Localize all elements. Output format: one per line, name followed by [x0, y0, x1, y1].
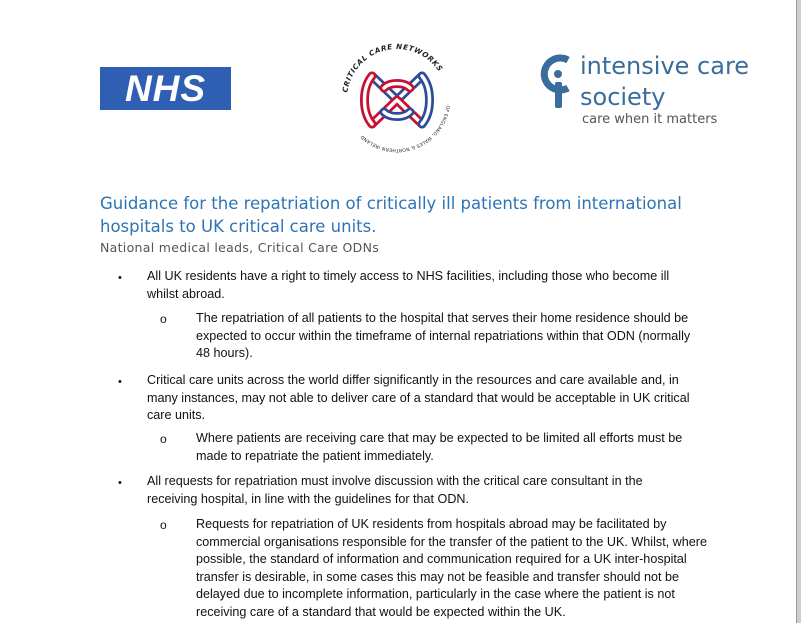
bullet-text-1: All UK residents have a right to timely access to NHS facilities, including those who become ill whilst abroad. [147, 269, 670, 301]
bullet-marker: • [118, 272, 122, 284]
sub-bullet-text-3: Requests for repatriation of UK residents from hospitals abroad may be facilitated by commercial organisations responsible for the transfer of the patient to the UK. Whilst, where possible, the standard of information and communication required for a UK inter-hospital transfer is desirable, in some cases this may not be feasible and transfer should not be delayed due to incomplete information, particularly in the case where the patient is not receiving care of a standard that would be expected within the UK. [196, 517, 707, 619]
critical-care-networks-seal-icon [334, 36, 460, 162]
ics-tagline: care when it matters [582, 112, 718, 127]
critical-care-networks-logo [334, 36, 460, 162]
bullet-text-3: All requests for repatriation must involve discussion with the critical care consultant in the receiving hospital, in line with the guidelines for that ODN. [147, 474, 643, 506]
sub-bullet-text-1: The repatriation of all patients to the hospital that serves their home residence should be expected to occur within the timeframe of internal repatriations within that ODN (normally 48 hours). [196, 311, 691, 360]
svg-text:OF ENGLAND, WALES & NORTHERN I: OF ENGLAND, WALES & NORTHERN IRELAND [360, 104, 450, 153]
bullet-marker: • [118, 376, 122, 388]
intensive-care-society-logo [540, 48, 750, 138]
page-edge [797, 0, 801, 623]
sub-bullet-marker: o [160, 432, 167, 446]
document-title: Guidance for the repatriation of critically ill patients from international hospitals to UK critical care units. [100, 194, 682, 236]
nhs-logo [100, 67, 231, 110]
ics-name-line2: society [580, 83, 666, 111]
sub-bullet-marker: o [160, 312, 167, 326]
nhs-logo-text: NHS [124, 68, 207, 109]
ics-swirl-icon [540, 54, 576, 114]
ics-name-line1: intensive care [580, 52, 750, 80]
sub-bullet-text-2: Where patients are receiving care that may be expected to be limited all efforts must be made to repatriate the patient immediately. [196, 431, 683, 463]
svg-text:CRITICAL CARE NETWORKS: CRITICAL CARE NETWORKS [340, 41, 445, 94]
bullet-marker: • [118, 477, 122, 489]
bullet-text-2: Critical care units across the world differ significantly in the resources and care available and, in many instances, may not able to deliver care of a standard that would be acceptable in UK critical care units. [147, 373, 690, 422]
document-subtitle: National medical leads, Critical Care ODNs [100, 240, 380, 255]
sub-bullet-marker: o [160, 518, 167, 532]
